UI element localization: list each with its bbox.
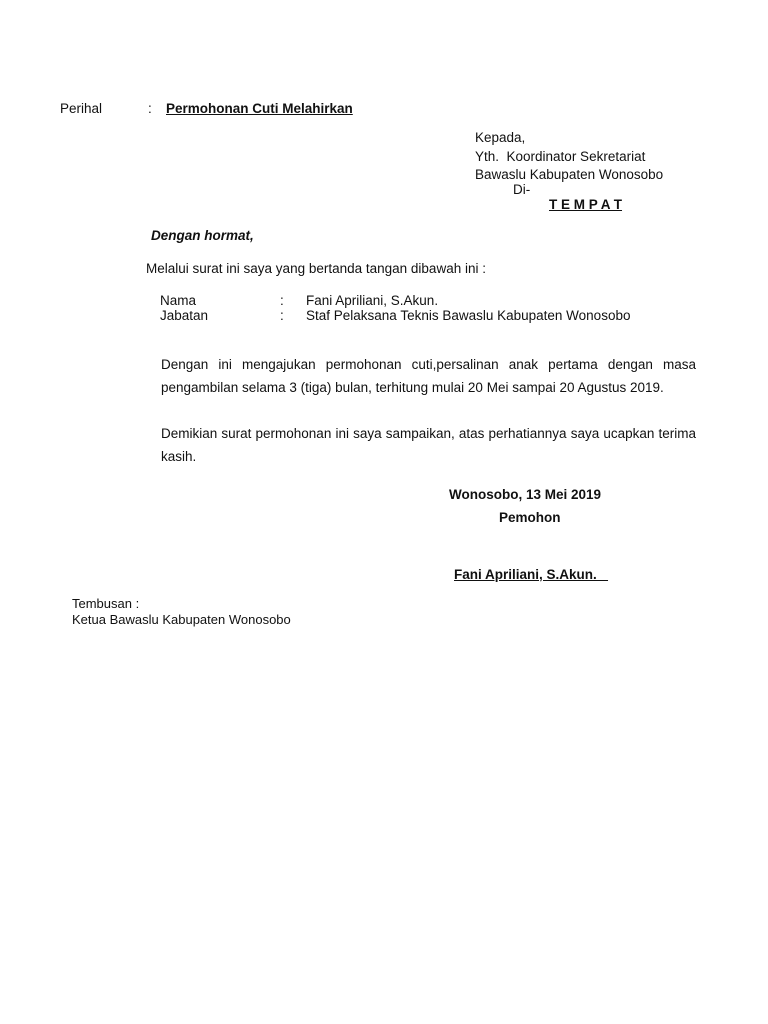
signature-role: Pemohon: [499, 510, 561, 525]
greeting: Dengan hormat,: [151, 228, 254, 243]
recipient-kepada: Kepada,: [475, 130, 526, 145]
signature-name: Fani Apriliani, S.Akun.: [454, 567, 609, 582]
identity-jabatan-label: Jabatan: [160, 308, 209, 323]
body-paragraph-2: Demikian surat permohonan ini saya sampaikan, atas perhatiannya saya ucapkan terima kasih.: [161, 426, 696, 464]
recipient-tempat: T E M P A T: [549, 197, 623, 212]
perihal-label: Perihal: [60, 101, 103, 116]
signature-place-date: Wonosobo, 13 Mei 2019: [449, 487, 602, 502]
identity-nama-value: Fani Apriliani, S.Akun.: [306, 293, 439, 308]
tembusan-item: Ketua Bawaslu Kabupaten Wonosobo: [72, 612, 291, 627]
intro-text: Melalui surat ini saya yang bertanda tangan dibawah ini :: [146, 261, 486, 276]
recipient-yth: Yth. Koordinator Sekretariat: [475, 149, 646, 164]
perihal-subject: Permohonan Cuti Melahirkan: [166, 101, 353, 116]
tembusan-label: Tembusan :: [72, 596, 140, 611]
perihal-colon: :: [148, 101, 152, 116]
identity-jabatan-colon: :: [280, 308, 284, 323]
recipient-di: Di-: [513, 182, 531, 197]
body-paragraph-1: Dengan ini mengajukan permohonan cuti,persalinan anak pertama dengan masa pengambilan selama 3 (tiga) bulan, terhitung mulai 20 Mei sampai 20 Agustus 2019.: [161, 357, 696, 395]
identity-jabatan-value: Staf Pelaksana Teknis Bawaslu Kabupaten Wonosobo: [306, 308, 631, 323]
recipient-institution: Bawaslu Kabupaten Wonosobo: [475, 167, 664, 182]
identity-nama-colon: :: [280, 293, 284, 308]
identity-nama-label: Nama: [160, 293, 197, 308]
